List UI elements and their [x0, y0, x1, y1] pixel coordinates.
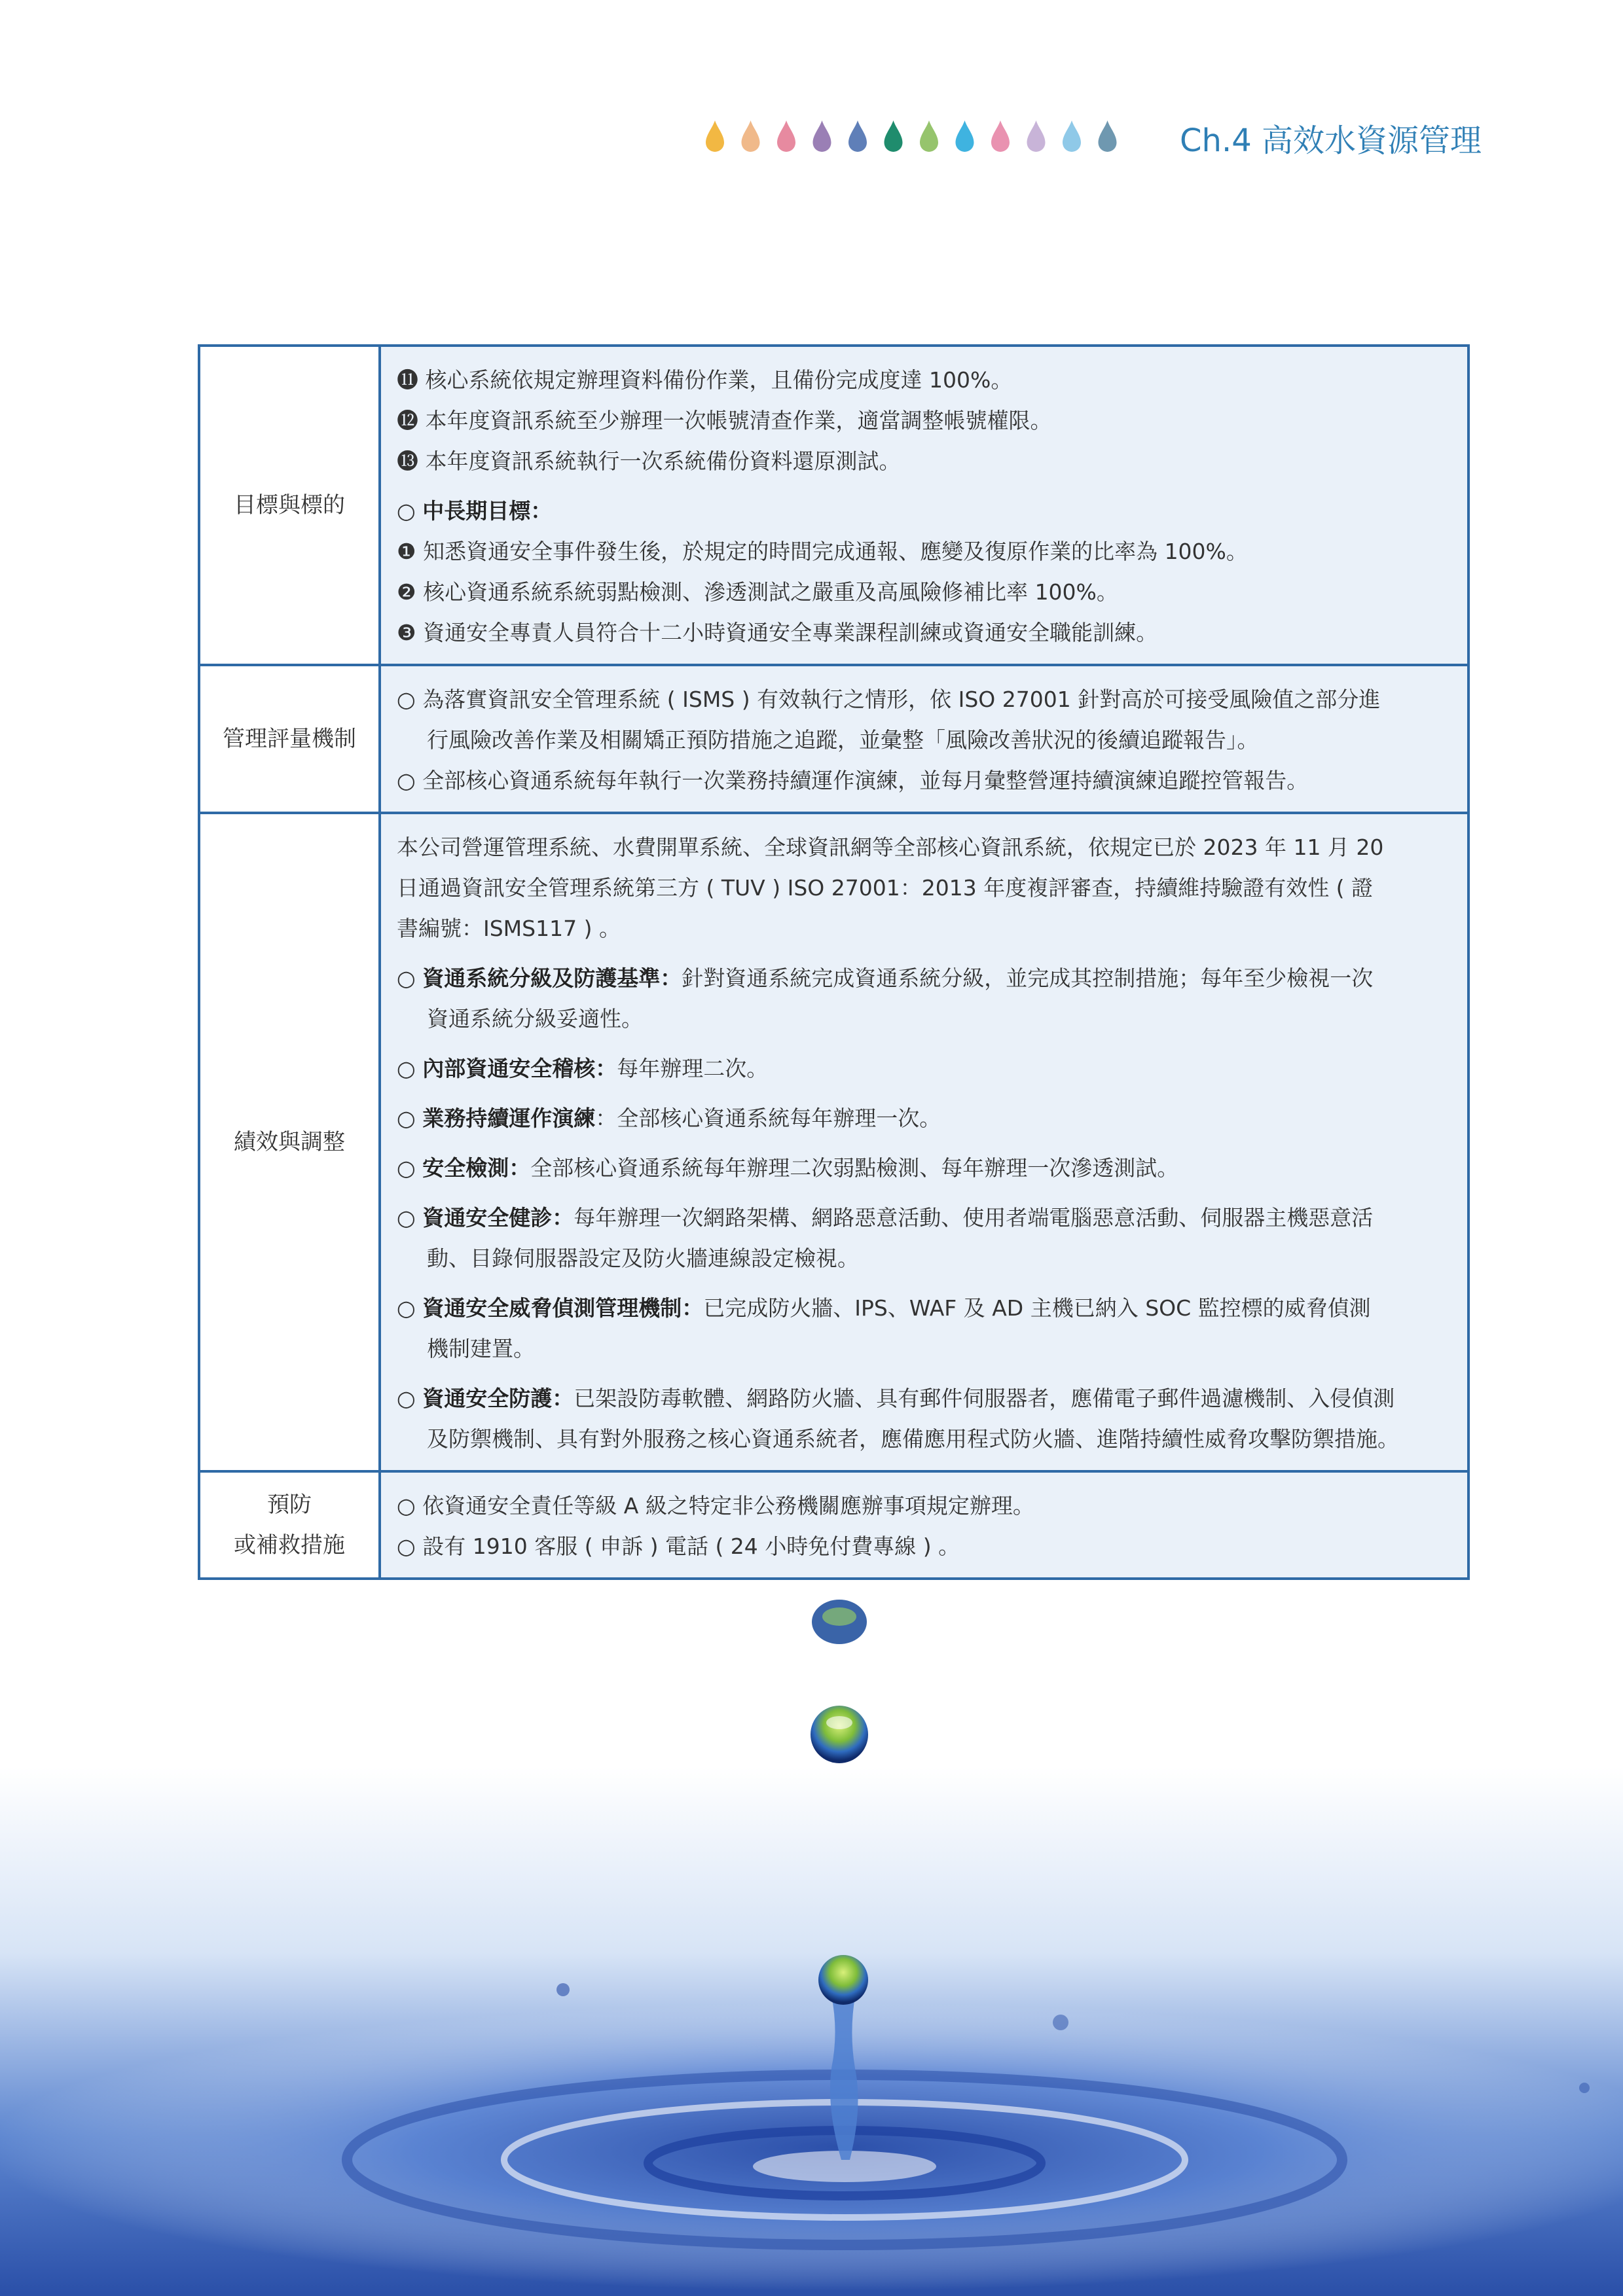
item-text: ：全部核心資通系統每年辦理一次。 [595, 1105, 941, 1131]
list-item: ○ 全部核心資通系統每年執行一次業務持續運作演練，並每月彙整營運持續演練追蹤控管報告。 [397, 768, 1309, 793]
item-text: 資通系統分級妥適性。 [427, 1006, 643, 1031]
item-title: 資通安全威脅偵測管理機制： [422, 1295, 704, 1321]
drop-icon [777, 120, 795, 152]
item-text: 已架設防毒軟體、網路防火牆、具有郵件伺服器者，應備電子郵件過濾機制、入侵偵測 [574, 1386, 1395, 1411]
drop-icon [1063, 120, 1081, 152]
bullet: ○ [397, 1386, 423, 1411]
water-splash-illustration [0, 1571, 1623, 2296]
row-label [199, 1471, 380, 1579]
list-item [397, 1378, 1451, 1460]
intro-text: 日通過資訊安全管理系統第三方 ( TUV ) ISO 27001：2013 年度複評審查，持續維持驗證有效性 ( 證 [397, 875, 1374, 901]
item-title: 資通安全防護： [422, 1386, 574, 1411]
bullet: ○ [397, 1056, 423, 1081]
drop-icon [848, 120, 867, 152]
drop-icon [706, 120, 724, 152]
list-item [397, 1098, 1451, 1139]
item-title: 業務持續運作演練 [422, 1105, 596, 1131]
row-content [380, 346, 1468, 665]
list-item-continuation: 行風險改善作業及相關矯正預防措施之追蹤，並彙整「風險改善狀況的後續追蹤報告」。 [427, 727, 1259, 753]
row-label: 管理評量機制 [199, 665, 380, 813]
row-label: 績效與調整 [199, 813, 380, 1471]
item-text: 動、目錄伺服器設定及防火牆連線設定檢視。 [427, 1246, 859, 1271]
color-drops-decoration [706, 118, 1131, 157]
drop-icon [1027, 120, 1046, 152]
drop-icon [1099, 120, 1117, 152]
list-item [397, 958, 1451, 1039]
intro-text: 書編號：ISMS117 ) 。 [397, 916, 621, 941]
item-text: 針對資通系統完成資通系統分級，並完成其控制措施；每年至少檢視一次 [682, 965, 1374, 991]
list-item: ⓬ 本年度資訊系統至少辦理一次帳號清查作業，適當調整帳號權限。 [397, 408, 1052, 433]
list-item: ⓭ 本年度資訊系統執行一次系統備份資料還原測試。 [397, 448, 901, 474]
row-content [380, 665, 1468, 813]
table-row [199, 665, 1468, 813]
bullet: ○ [397, 1105, 423, 1131]
item-title: 安全檢測： [422, 1155, 531, 1181]
row-label: 目標與標的 [199, 346, 380, 665]
drop-icon [920, 120, 938, 152]
chapter-title: Ch.4 高效水資源管理 [1180, 122, 1482, 159]
table-row [199, 813, 1468, 1471]
item-text: 已完成防火牆、IPS、WAF 及 AD 主機已納入 SOC 監控標的威脅偵測 [703, 1295, 1371, 1321]
item-text: 每年辦理二次。 [617, 1056, 769, 1081]
list-item [397, 1198, 1451, 1279]
section-title: 中長期目標： [422, 498, 553, 524]
list-item [397, 1288, 1451, 1369]
drop-icon [956, 120, 974, 152]
bullet: ○ [397, 1205, 423, 1230]
list-item: ○ 依資通安全責任等級 A 級之特定非公務機關應辦事項規定辦理。 [397, 1493, 1034, 1518]
intro-text: 本公司營運管理系統、水費開單系統、全球資訊網等全部核心資訊系統，依規定已於 2023 年 11 月 20 [397, 834, 1384, 860]
list-item [397, 1148, 1451, 1189]
list-item [397, 491, 1451, 531]
list-item: ❶ 知悉資通安全事件發生後，於規定的時間完成通報、應變及復原作業的比率為 100%。 [397, 539, 1248, 564]
table-row [199, 346, 1468, 665]
item-title: 內部資通安全稽核： [422, 1056, 617, 1081]
list-item [397, 1049, 1451, 1089]
item-text: 及防禦機制、具有對外服務之核心資通系統者，應備應用程式防火牆、進階持續性威脅攻擊防禦措施。 [427, 1426, 1399, 1452]
item-text: 全部核心資通系統每年辦理二次弱點檢測、每年辦理一次滲透測試。 [530, 1155, 1179, 1181]
list-item: ❸ 資通安全專責人員符合十二小時資通安全專業課程訓練或資通安全職能訓練。 [397, 620, 1158, 645]
table-row [199, 1471, 1468, 1579]
drop-icon [813, 120, 831, 152]
bullet: ○ [397, 965, 423, 991]
bullet: ○ [397, 1295, 423, 1321]
bullet: ○ [397, 498, 423, 524]
row-label-line: 或補救措施 [234, 1532, 345, 1558]
list-item: ❷ 核心資通系統系統弱點檢測、滲透測試之嚴重及高風險修補比率 100%。 [397, 579, 1118, 605]
drop-icon [991, 120, 1010, 152]
item-title: 資通安全健診： [422, 1205, 574, 1230]
list-item: ○ 設有 1910 客服 ( 申訴 ) 電話 ( 24 小時免付費專線 ) 。 [397, 1534, 960, 1559]
row-label-line: 預防 [267, 1492, 312, 1518]
item-title: 資通系統分級及防護基準： [422, 965, 682, 991]
list-item: ⓫ 核心系統依規定辦理資料備份作業，且備份完成度達 100%。 [397, 367, 1013, 393]
row-content [380, 1471, 1468, 1579]
list-item: ○ 為落實資訊安全管理系統 ( ISMS ) 有效執行之情形，依 ISO 27001 針對高於可接受風險值之部分進 [397, 687, 1381, 712]
bullet: ○ [397, 1155, 423, 1181]
drop-icon [884, 120, 903, 152]
drop-icon [742, 120, 760, 152]
item-text: 機制建置。 [427, 1336, 535, 1361]
row-content [380, 813, 1468, 1471]
item-text: 每年辦理一次網路架構、網路惡意活動、使用者端電腦惡意活動、伺服器主機惡意活 [574, 1205, 1374, 1230]
info-security-table [198, 344, 1470, 1580]
